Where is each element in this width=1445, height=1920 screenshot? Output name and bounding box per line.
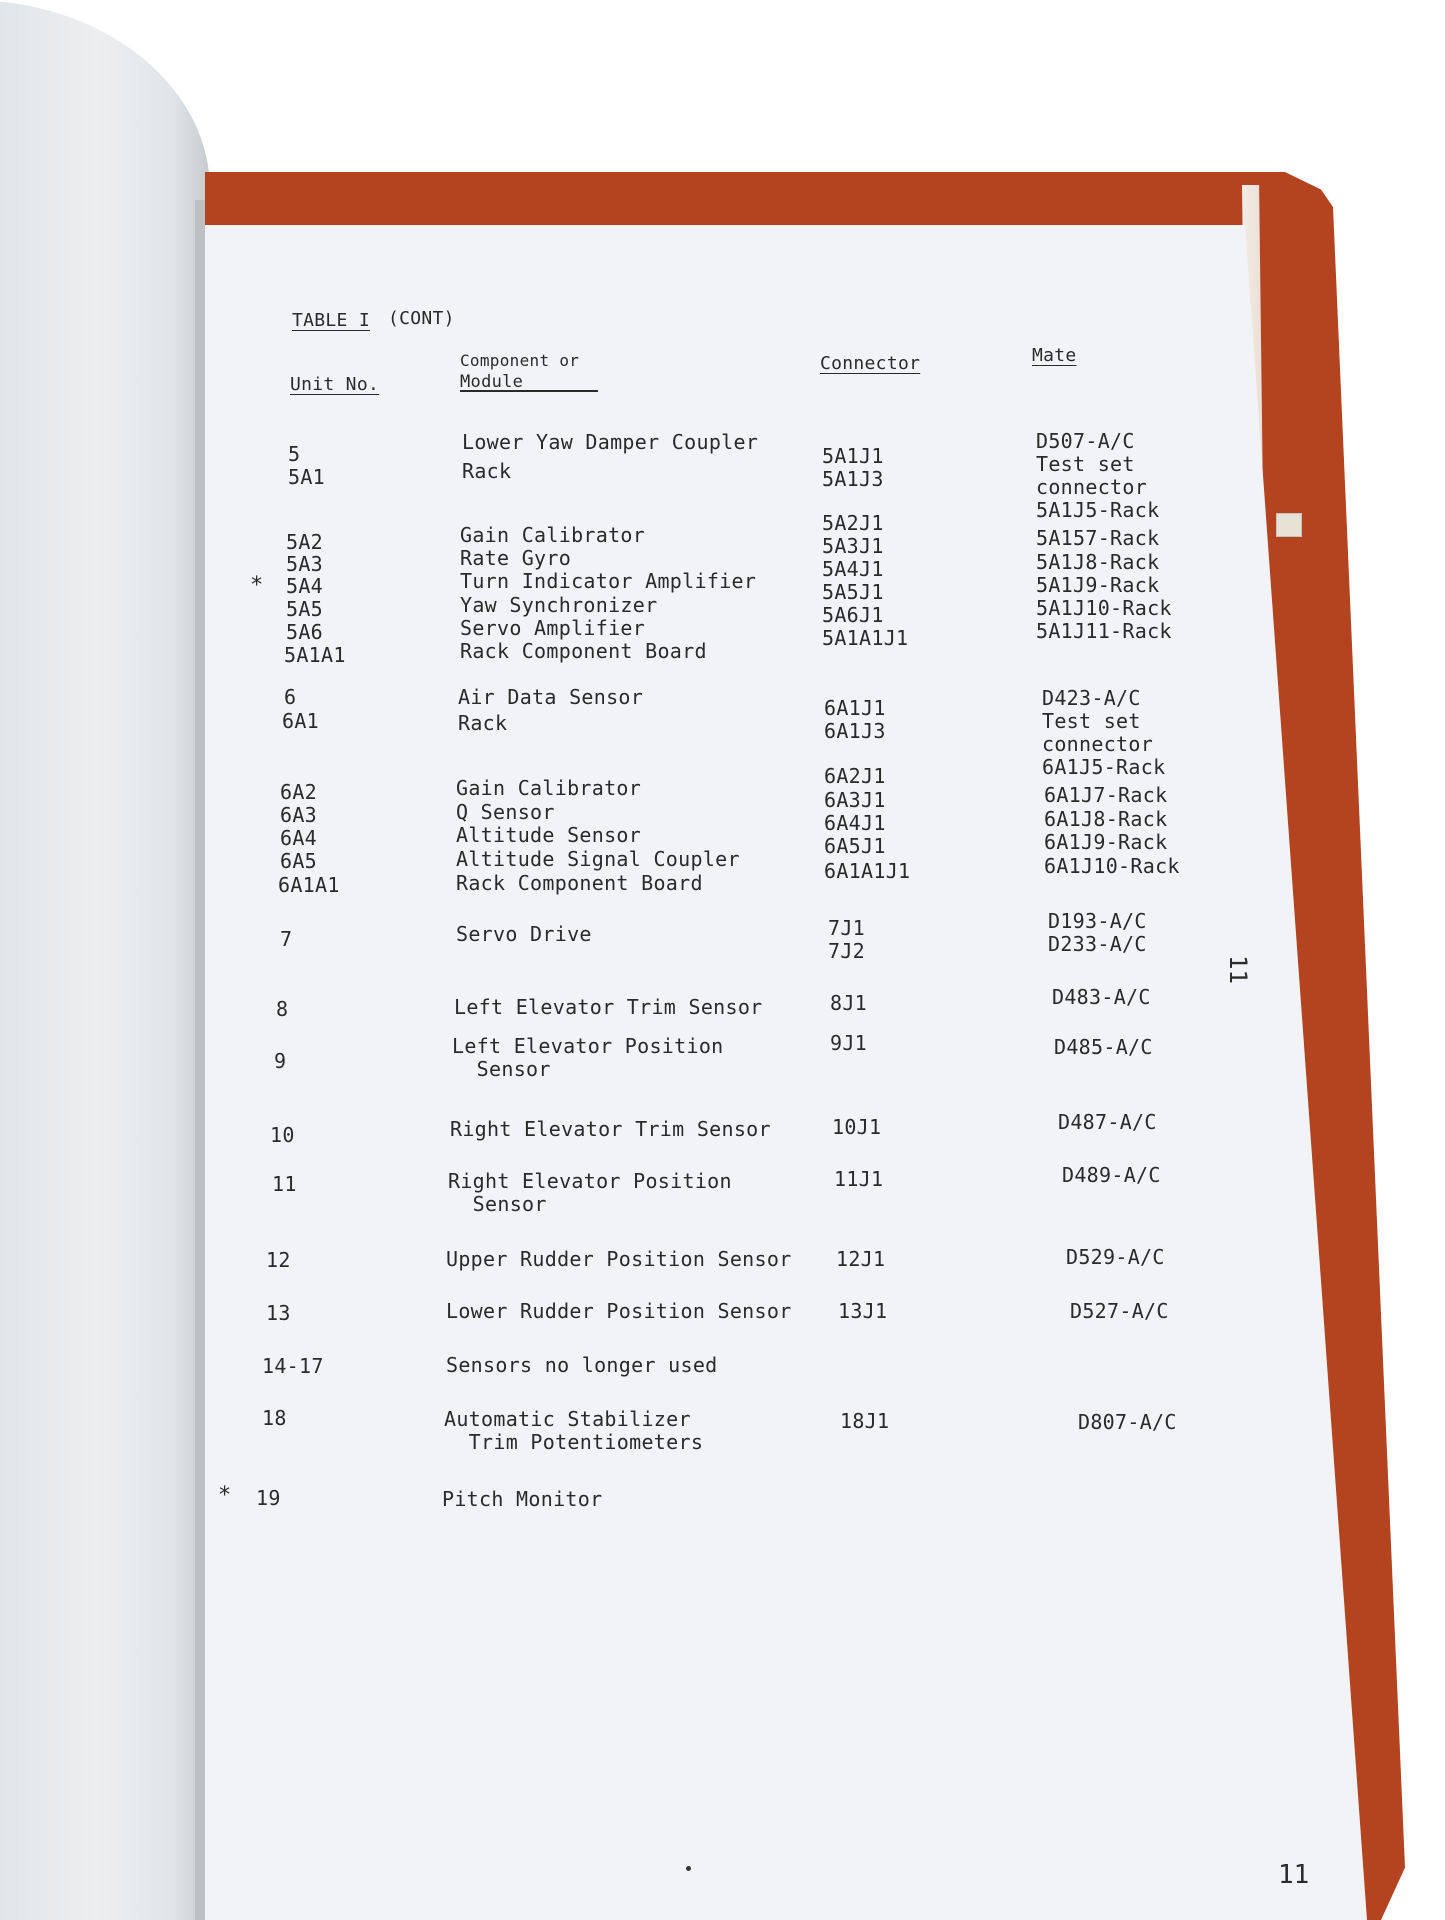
cell-unit: 6A4: [280, 826, 318, 850]
cell-connector: 5A4J1: [822, 557, 884, 581]
cell-unit: 5A6: [286, 620, 324, 644]
header-mate: Mate: [1032, 345, 1077, 366]
table-title-label: TABLE I: [292, 310, 370, 331]
cell-connector: 9J1: [830, 1031, 868, 1055]
cell-unit: 5A1: [288, 465, 326, 489]
header-component-line2: Module: [460, 372, 524, 392]
cell-component: Lower Yaw Damper Coupler: [462, 430, 759, 454]
cell-mate: D527-A/C: [1070, 1299, 1169, 1323]
cell-connector: 6A2J1: [824, 764, 886, 788]
cell-mate: D193-A/C D233-A/C: [1048, 909, 1147, 956]
cell-mate: D483-A/C: [1052, 985, 1151, 1009]
cell-unit: 5A3: [286, 552, 324, 576]
cell-component: Automatic Stabilizer Trim Potentiometers: [444, 1407, 704, 1454]
cell-mate: 5A1J9-Rack: [1036, 573, 1160, 597]
header-connector: Connector: [820, 353, 921, 374]
cell-connector: 7J1 7J2: [828, 916, 866, 963]
ink-dot: [686, 1866, 691, 1871]
document-page: [205, 225, 1367, 1920]
cell-component: Left Elevator Position Sensor: [452, 1034, 724, 1081]
cell-component: Rack: [462, 459, 512, 483]
cell-unit: 19: [256, 1486, 281, 1510]
cell-mate: 5A1J8-Rack: [1036, 550, 1160, 574]
cell-component: Gain Calibrator: [460, 523, 646, 547]
cell-mate: D423-A/C Test set connector 6A1J5-Rack: [1042, 686, 1166, 779]
cell-component: Yaw Synchronizer: [460, 593, 658, 617]
cell-component: Sensors no longer used: [446, 1353, 718, 1377]
cell-component: Upper Rudder Position Sensor: [446, 1247, 792, 1271]
cell-component: Right Elevator Position Sensor: [448, 1169, 732, 1216]
cell-unit: 7: [280, 927, 293, 951]
cell-unit: 6A2: [280, 780, 318, 804]
header-component-line1: Component or: [460, 351, 580, 370]
cell-component: Servo Amplifier: [460, 616, 646, 640]
cell-component: Rack Component Board: [460, 639, 707, 663]
cell-mate: 5A1J11-Rack: [1036, 619, 1172, 643]
cell-connector: 11J1: [834, 1167, 884, 1191]
cell-mate: 6A1J9-Rack: [1044, 830, 1168, 854]
cell-component: Gain Calibrator: [456, 776, 642, 800]
rotated-page-number: 11: [1224, 955, 1252, 984]
cell-unit: 5A5: [286, 597, 324, 621]
cell-connector: 12J1: [836, 1247, 886, 1271]
cell-mate: D529-A/C: [1066, 1245, 1165, 1269]
cell-unit: 5A2: [286, 530, 324, 554]
cell-connector: 5A3J1: [822, 534, 884, 558]
cell-connector: 8J1: [830, 991, 868, 1015]
cell-component: Turn Indicator Amplifier: [460, 569, 757, 593]
cell-unit: 6A5: [280, 849, 318, 873]
cell-mate: D807-A/C: [1078, 1410, 1177, 1434]
cell-unit: 9: [274, 1049, 287, 1073]
cell-connector: 6A1A1J1: [824, 859, 911, 883]
cell-mate: 6A1J8-Rack: [1044, 807, 1168, 831]
facing-page: [0, 0, 210, 1920]
cell-unit: 11: [272, 1172, 297, 1196]
table-title-suffix: (CONT): [388, 308, 455, 329]
cell-component: Left Elevator Trim Sensor: [454, 995, 763, 1019]
cell-unit: 6: [284, 685, 297, 709]
cell-connector: 5A2J1: [822, 511, 884, 535]
cell-connector: 5A6J1: [822, 603, 884, 627]
cell-component: Rate Gyro: [460, 546, 572, 570]
cell-connector: 18J1: [840, 1409, 890, 1433]
revision-star: *: [218, 1483, 232, 1508]
cell-mate: D489-A/C: [1062, 1163, 1161, 1187]
cell-connector: 6A1J1 6A1J3: [824, 696, 886, 743]
page-tab: [1276, 513, 1302, 537]
cell-component: Pitch Monitor: [442, 1487, 603, 1511]
cell-unit: 5A4: [286, 574, 324, 598]
cell-connector: 5A5J1: [822, 580, 884, 604]
cell-mate: D487-A/C: [1058, 1110, 1157, 1134]
cell-unit: 6A3: [280, 803, 318, 827]
cell-unit: 6A1A1: [278, 873, 340, 897]
cell-mate: D507-A/C Test set connector 5A1J5-Rack: [1036, 429, 1160, 522]
cell-unit: 5: [288, 442, 301, 466]
cell-unit: 18: [262, 1406, 287, 1430]
cell-unit: 14-17: [262, 1354, 324, 1378]
cell-component: Right Elevator Trim Sensor: [450, 1117, 771, 1141]
cell-mate: 6A1J10-Rack: [1044, 854, 1180, 878]
cell-component: Servo Drive: [456, 922, 592, 946]
header-component-underline: [460, 390, 598, 392]
cell-unit: 6A1: [282, 709, 320, 733]
cell-unit: 13: [266, 1301, 291, 1325]
page-number: 11: [1278, 1860, 1310, 1890]
cell-unit: 10: [270, 1123, 295, 1147]
cell-mate: 5A1J10-Rack: [1036, 596, 1172, 620]
revision-star: *: [250, 573, 264, 598]
header-unit-no: Unit No.: [290, 374, 380, 395]
cell-component: Altitude Signal Coupler: [456, 847, 740, 871]
cell-unit: 5A1A1: [284, 643, 346, 667]
cell-mate: D485-A/C: [1054, 1035, 1153, 1059]
cell-connector: 5A1A1J1: [822, 626, 909, 650]
cell-connector: 6A3J1: [824, 788, 886, 812]
cell-component: Rack: [458, 711, 508, 735]
cell-component: Rack Component Board: [456, 871, 703, 895]
cell-connector: 6A5J1: [824, 834, 886, 858]
cell-unit: 8: [276, 997, 289, 1021]
cell-component: Q Sensor: [456, 800, 555, 824]
cell-connector: 5A1J1 5A1J3: [822, 444, 884, 491]
cell-connector: 13J1: [838, 1299, 888, 1323]
cell-connector: 6A4J1: [824, 811, 886, 835]
cell-connector: 10J1: [832, 1115, 882, 1139]
cell-unit: 12: [266, 1248, 291, 1272]
cell-component: Altitude Sensor: [456, 823, 642, 847]
cell-component: Lower Rudder Position Sensor: [446, 1299, 792, 1323]
cell-mate: 6A1J7-Rack: [1044, 783, 1168, 807]
cell-component: Air Data Sensor: [458, 685, 644, 709]
cell-mate: 5A157-Rack: [1036, 526, 1160, 550]
